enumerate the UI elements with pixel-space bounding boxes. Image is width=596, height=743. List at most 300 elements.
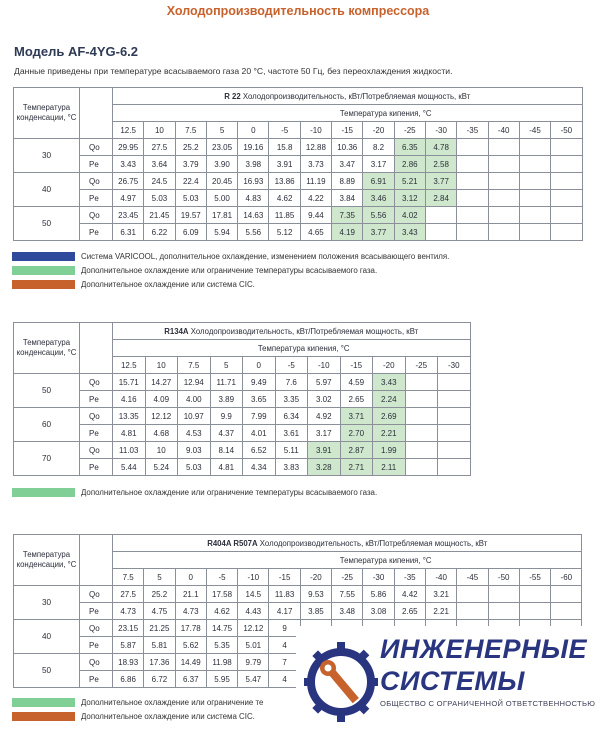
pe-value-cell: 6.09 xyxy=(175,224,206,241)
temperature-column-header: -15 xyxy=(269,569,300,586)
header-blank-cell xyxy=(80,535,113,586)
logo-line-2: СИСТЕМЫ xyxy=(380,666,525,696)
qo-value-cell: 11.98 xyxy=(206,654,237,671)
legend-swatch xyxy=(12,280,75,289)
qo-value-cell: 7.55 xyxy=(332,586,363,603)
qo-value-cell xyxy=(551,207,582,224)
pe-value-cell: 5.35 xyxy=(206,637,237,654)
temperature-column-header: -45 xyxy=(519,122,550,139)
qo-value-cell: 14.5 xyxy=(238,586,269,603)
temperature-column-header: 5 xyxy=(210,357,243,374)
qo-value-cell: 27.5 xyxy=(144,139,175,156)
refrigerant-header xyxy=(113,88,583,105)
qo-label: Qo xyxy=(80,586,113,603)
temperature-column-header: -35 xyxy=(457,122,488,139)
qo-value-cell: 27.5 xyxy=(113,586,144,603)
legend-swatch xyxy=(12,252,75,261)
qo-value-cell: 8.14 xyxy=(210,442,243,459)
legend-item xyxy=(12,486,377,498)
condensation-temp-cell: 50 xyxy=(14,654,80,688)
qo-value-cell: 10.36 xyxy=(332,139,363,156)
r22-performance-table xyxy=(13,87,583,241)
qo-value-cell xyxy=(438,442,471,459)
condensation-temp-cell: 30 xyxy=(14,586,80,620)
refrigerant-name: R404A R507A xyxy=(207,538,258,548)
pe-label: Pe xyxy=(80,224,113,241)
qo-value-cell: 11.19 xyxy=(300,173,331,190)
model-title: Модель AF-4YG-6.2 xyxy=(14,44,139,59)
pe-label: Pe xyxy=(80,190,113,207)
table-row xyxy=(14,603,582,620)
pe-value-cell: 5.03 xyxy=(144,190,175,207)
pe-value-cell: 4.43 xyxy=(238,603,269,620)
qo-value-cell: 3.91 xyxy=(308,442,341,459)
qo-value-cell: 25.2 xyxy=(144,586,175,603)
qo-value-cell xyxy=(551,586,582,603)
temperature-column-header: -30 xyxy=(425,122,456,139)
qo-value-cell: 17.58 xyxy=(206,586,237,603)
qo-value-cell xyxy=(425,207,456,224)
pe-value-cell: 3.61 xyxy=(275,425,308,442)
r404a-legend xyxy=(12,696,263,724)
qo-value-cell: 6.34 xyxy=(275,408,308,425)
pe-value-cell: 5.56 xyxy=(238,224,269,241)
pe-value-cell: 5.87 xyxy=(113,637,144,654)
refrigerant-desc: Холодопроизводительность, кВт/Потребляемая мощность, кВт xyxy=(257,538,488,548)
pe-label: Pe xyxy=(80,637,113,654)
pe-label: Pe xyxy=(80,671,113,688)
qo-value-cell: 9.53 xyxy=(300,586,331,603)
qo-value-cell xyxy=(457,173,488,190)
pe-value-cell: 5.44 xyxy=(113,459,146,476)
pe-value-cell: 4.62 xyxy=(206,603,237,620)
pe-value-cell xyxy=(405,459,438,476)
table-row xyxy=(14,139,583,156)
qo-value-cell: 14.63 xyxy=(238,207,269,224)
qo-label: Qo xyxy=(80,173,113,190)
qo-value-cell: 4.02 xyxy=(394,207,425,224)
pe-value-cell xyxy=(488,156,519,173)
temperature-column-header: 12.5 xyxy=(113,357,146,374)
temperature-column-header: -40 xyxy=(488,122,519,139)
temperature-column-header: 5 xyxy=(206,122,237,139)
qo-value-cell: 2.69 xyxy=(373,408,406,425)
pe-value-cell xyxy=(519,190,550,207)
qo-label: Qo xyxy=(80,207,113,224)
temperature-column-header: -45 xyxy=(457,569,488,586)
temperature-column-header: -55 xyxy=(519,569,550,586)
pe-value-cell: 4.34 xyxy=(243,459,276,476)
pe-value-cell: 3.08 xyxy=(363,603,394,620)
pe-value-cell: 3.84 xyxy=(332,190,363,207)
gear-wrench-icon xyxy=(304,632,378,732)
qo-value-cell: 18.93 xyxy=(113,654,144,671)
qo-label: Qo xyxy=(80,374,113,391)
qo-value-cell: 11.71 xyxy=(210,374,243,391)
pe-value-cell: 4.53 xyxy=(178,425,211,442)
legend-text: Дополнительное охлаждение или ограничение те xyxy=(81,697,264,707)
qo-value-cell: 7.35 xyxy=(332,207,363,224)
pe-value-cell: 6.22 xyxy=(144,224,175,241)
qo-value-cell: 21.25 xyxy=(144,620,175,637)
pe-value-cell: 4 xyxy=(269,637,300,654)
temperature-column-header: -15 xyxy=(332,122,363,139)
refrigerant-desc: Холодопроизводительность, кВт/Потребляемая мощность, кВт xyxy=(240,91,471,101)
qo-value-cell: 11.83 xyxy=(269,586,300,603)
pe-value-cell xyxy=(519,224,550,241)
qo-label: Qo xyxy=(80,139,113,156)
qo-value-cell: 2.87 xyxy=(340,442,373,459)
pe-value-cell: 3.43 xyxy=(394,224,425,241)
evaporation-temp-header: Температура кипения, °C xyxy=(113,552,582,569)
pe-value-cell: 5.94 xyxy=(206,224,237,241)
pe-value-cell: 5.03 xyxy=(175,190,206,207)
pe-value-cell: 5.47 xyxy=(238,671,269,688)
condensation-temp-cell: 60 xyxy=(14,408,80,442)
pe-value-cell: 5.01 xyxy=(238,637,269,654)
pe-value-cell: 4.16 xyxy=(113,391,146,408)
table-row xyxy=(14,224,583,241)
condensation-temp-cell: 50 xyxy=(14,207,80,241)
refrigerant-desc: Холодопроизводительность, кВт/Потребляемая мощность, кВт xyxy=(188,326,419,336)
legend-swatch xyxy=(12,266,75,275)
qo-value-cell: 22.4 xyxy=(175,173,206,190)
qo-value-cell: 15.71 xyxy=(113,374,146,391)
pe-value-cell xyxy=(519,603,550,620)
pe-value-cell: 4.17 xyxy=(269,603,300,620)
temperature-column-header: -20 xyxy=(363,122,394,139)
pe-value-cell xyxy=(488,190,519,207)
refrigerant-header xyxy=(113,323,471,340)
pe-value-cell: 2.71 xyxy=(340,459,373,476)
refrigerant-name: R 22 xyxy=(224,91,241,101)
qo-value-cell: 23.05 xyxy=(206,139,237,156)
table-row xyxy=(14,207,583,224)
company-logo xyxy=(296,626,596,743)
pe-value-cell: 3.64 xyxy=(144,156,175,173)
pe-value-cell xyxy=(425,224,456,241)
temperature-column-header: 5 xyxy=(144,569,175,586)
pe-value-cell: 4.73 xyxy=(175,603,206,620)
qo-value-cell: 5.11 xyxy=(275,442,308,459)
pe-value-cell: 4.73 xyxy=(113,603,144,620)
qo-value-cell: 8.2 xyxy=(363,139,394,156)
pe-value-cell: 2.58 xyxy=(425,156,456,173)
table-row xyxy=(14,408,471,425)
legend-text: Дополнительное охлаждение или ограничение температуры всасываемого газа. xyxy=(81,487,378,497)
legend-item xyxy=(12,696,263,708)
qo-value-cell xyxy=(405,374,438,391)
temperature-column-header: -20 xyxy=(373,357,406,374)
qo-value-cell: 9.03 xyxy=(178,442,211,459)
pe-value-cell: 4.22 xyxy=(300,190,331,207)
qo-value-cell: 4.59 xyxy=(340,374,373,391)
qo-value-cell: 10 xyxy=(145,442,178,459)
temperature-column-header: -5 xyxy=(275,357,308,374)
temperature-column-header: 12.5 xyxy=(113,122,144,139)
pe-value-cell xyxy=(551,224,582,241)
qo-value-cell: 7.99 xyxy=(243,408,276,425)
pe-value-cell: 3.17 xyxy=(363,156,394,173)
pe-value-cell: 4.81 xyxy=(113,425,146,442)
page-title: Холодопроизводительность компрессора xyxy=(166,4,430,18)
temperature-column-header: -15 xyxy=(340,357,373,374)
pe-value-cell: 3.73 xyxy=(300,156,331,173)
temperature-column-header: -35 xyxy=(394,569,425,586)
qo-value-cell: 5.56 xyxy=(363,207,394,224)
pe-value-cell xyxy=(438,459,471,476)
legend-item xyxy=(12,264,449,276)
qo-value-cell: 25.2 xyxy=(175,139,206,156)
pe-value-cell: 2.84 xyxy=(425,190,456,207)
temperature-column-header: 7.5 xyxy=(113,569,144,586)
legend-item xyxy=(12,278,449,290)
condensation-temp-cell: 30 xyxy=(14,139,80,173)
qo-value-cell: 17.78 xyxy=(175,620,206,637)
pe-value-cell: 3.89 xyxy=(210,391,243,408)
pe-value-cell: 3.02 xyxy=(308,391,341,408)
qo-value-cell: 3.21 xyxy=(425,586,456,603)
header-blank-cell xyxy=(80,323,113,374)
pe-value-cell: 3.65 xyxy=(243,391,276,408)
pe-value-cell xyxy=(405,391,438,408)
qo-value-cell: 4.42 xyxy=(394,586,425,603)
qo-value-cell: 14.75 xyxy=(206,620,237,637)
pe-value-cell: 4.19 xyxy=(332,224,363,241)
pe-value-cell: 2.21 xyxy=(373,425,406,442)
qo-value-cell: 12.12 xyxy=(238,620,269,637)
pe-value-cell: 2.21 xyxy=(425,603,456,620)
temperature-column-header: -20 xyxy=(300,569,331,586)
pe-value-cell xyxy=(488,224,519,241)
qo-value-cell: 12.88 xyxy=(300,139,331,156)
table-row xyxy=(14,391,471,408)
table-row xyxy=(14,459,471,476)
qo-value-cell xyxy=(519,139,550,156)
legend-text: Система VARICOOL, дополнительное охлаждение, изменением положения всасывающего вентиля. xyxy=(81,251,450,261)
pe-label: Pe xyxy=(80,603,113,620)
qo-value-cell xyxy=(438,408,471,425)
temperature-column-header: -40 xyxy=(425,569,456,586)
qo-value-cell: 10.97 xyxy=(178,408,211,425)
condensation-temp-cell: 40 xyxy=(14,173,80,207)
qo-value-cell: 3.77 xyxy=(425,173,456,190)
temperature-column-header: -25 xyxy=(405,357,438,374)
pe-value-cell: 3.35 xyxy=(275,391,308,408)
table-row xyxy=(14,425,471,442)
pe-value-cell: 5.12 xyxy=(269,224,300,241)
qo-value-cell: 7 xyxy=(269,654,300,671)
pe-value-cell xyxy=(488,603,519,620)
logo-line-1: ИНЖЕНЕРНЫЕ xyxy=(380,634,587,664)
qo-value-cell: 9.9 xyxy=(210,408,243,425)
pe-value-cell: 4.83 xyxy=(238,190,269,207)
legend-swatch xyxy=(12,712,75,721)
pe-value-cell: 5.03 xyxy=(178,459,211,476)
pe-value-cell: 6.72 xyxy=(144,671,175,688)
pe-value-cell: 3.43 xyxy=(113,156,144,173)
pe-value-cell xyxy=(457,156,488,173)
table-row xyxy=(14,190,583,207)
qo-value-cell xyxy=(519,173,550,190)
pe-value-cell: 4.62 xyxy=(269,190,300,207)
condensation-temp-header: Температура конденсации, °C xyxy=(14,323,80,374)
pe-value-cell: 2.11 xyxy=(373,459,406,476)
temperature-column-header: -60 xyxy=(551,569,582,586)
pe-value-cell: 3.28 xyxy=(308,459,341,476)
qo-value-cell xyxy=(488,139,519,156)
qo-value-cell: 12.94 xyxy=(178,374,211,391)
qo-value-cell: 6.52 xyxy=(243,442,276,459)
qo-value-cell: 1.99 xyxy=(373,442,406,459)
qo-value-cell: 15.8 xyxy=(269,139,300,156)
temperature-column-header: -50 xyxy=(488,569,519,586)
temperature-column-header: -25 xyxy=(332,569,363,586)
temperature-column-header: -10 xyxy=(308,357,341,374)
qo-value-cell: 5.86 xyxy=(363,586,394,603)
pe-value-cell: 5.81 xyxy=(144,637,175,654)
qo-value-cell: 14.27 xyxy=(145,374,178,391)
evaporation-temp-header: Температура кипения, °C xyxy=(113,340,471,357)
legend-item xyxy=(12,250,449,262)
pe-value-cell xyxy=(551,603,582,620)
evaporation-temp-header: Температура кипения, °C xyxy=(113,105,583,122)
pe-value-cell: 5.62 xyxy=(175,637,206,654)
qo-value-cell: 12.12 xyxy=(145,408,178,425)
qo-value-cell: 5.97 xyxy=(308,374,341,391)
refrigerant-header xyxy=(113,535,582,552)
temperature-column-header: 7.5 xyxy=(175,122,206,139)
temperature-column-header: 7.5 xyxy=(178,357,211,374)
qo-value-cell: 6.35 xyxy=(394,139,425,156)
pe-value-cell xyxy=(457,603,488,620)
pe-value-cell xyxy=(457,224,488,241)
temperature-column-header: 10 xyxy=(144,122,175,139)
pe-value-cell: 5.95 xyxy=(206,671,237,688)
temperature-column-header: 10 xyxy=(145,357,178,374)
pe-value-cell: 3.12 xyxy=(394,190,425,207)
qo-value-cell: 7.6 xyxy=(275,374,308,391)
qo-value-cell: 13.35 xyxy=(113,408,146,425)
pe-value-cell xyxy=(438,391,471,408)
pe-value-cell: 6.31 xyxy=(113,224,144,241)
pe-value-cell: 6.37 xyxy=(175,671,206,688)
r134a-performance-table xyxy=(13,322,471,476)
qo-value-cell xyxy=(438,374,471,391)
pe-value-cell: 4.81 xyxy=(210,459,243,476)
pe-label: Pe xyxy=(80,391,113,408)
pe-label: Pe xyxy=(80,425,113,442)
qo-value-cell: 9.44 xyxy=(300,207,331,224)
temperature-column-header: -30 xyxy=(363,569,394,586)
qo-label: Qo xyxy=(80,408,113,425)
qo-value-cell xyxy=(405,442,438,459)
table-row xyxy=(14,374,471,391)
qo-label: Qo xyxy=(80,620,113,637)
pe-value-cell: 2.70 xyxy=(340,425,373,442)
condensation-temp-cell: 40 xyxy=(14,620,80,654)
pe-value-cell: 4 xyxy=(269,671,300,688)
temperature-column-header: -30 xyxy=(438,357,471,374)
table-row xyxy=(14,173,583,190)
pe-value-cell: 2.65 xyxy=(394,603,425,620)
temperature-column-header: -25 xyxy=(394,122,425,139)
qo-value-cell: 26.75 xyxy=(113,173,144,190)
pe-value-cell: 3.85 xyxy=(300,603,331,620)
qo-value-cell: 5.21 xyxy=(394,173,425,190)
legend-text: Дополнительное охлаждение или ограничение температуры всасываемого газа. xyxy=(81,265,378,275)
qo-value-cell: 21.1 xyxy=(175,586,206,603)
pe-value-cell: 4.68 xyxy=(145,425,178,442)
pe-value-cell xyxy=(551,190,582,207)
condensation-temp-cell: 50 xyxy=(14,374,80,408)
pe-value-cell xyxy=(438,425,471,442)
conditions-note: Данные приведены при температуре всасываемого газа 20 °C, частоте 50 Гц, без переохлаждения жидкости. xyxy=(14,66,453,76)
qo-value-cell: 19.16 xyxy=(238,139,269,156)
pe-value-cell: 2.86 xyxy=(394,156,425,173)
qo-value-cell: 11.85 xyxy=(269,207,300,224)
pe-value-cell xyxy=(551,156,582,173)
legend-text: Дополнительное охлаждение или система CIC. xyxy=(81,711,255,721)
qo-value-cell: 9.49 xyxy=(243,374,276,391)
temperature-column-header: -10 xyxy=(238,569,269,586)
qo-value-cell: 24.5 xyxy=(144,173,175,190)
qo-value-cell: 4.78 xyxy=(425,139,456,156)
temperature-column-header: -10 xyxy=(300,122,331,139)
header-blank-cell xyxy=(80,88,113,139)
qo-value-cell: 17.36 xyxy=(144,654,175,671)
pe-value-cell: 3.17 xyxy=(308,425,341,442)
temperature-column-header: -5 xyxy=(269,122,300,139)
pe-value-cell xyxy=(457,190,488,207)
qo-value-cell: 23.15 xyxy=(113,620,144,637)
pe-value-cell: 3.91 xyxy=(269,156,300,173)
pe-label: Pe xyxy=(80,156,113,173)
pe-value-cell: 4.00 xyxy=(178,391,211,408)
pe-value-cell: 4.75 xyxy=(144,603,175,620)
qo-value-cell xyxy=(551,139,582,156)
qo-value-cell: 16.93 xyxy=(238,173,269,190)
condensation-temp-header: Температура конденсации, °C xyxy=(14,535,80,586)
qo-label: Qo xyxy=(80,654,113,671)
legend-item xyxy=(12,710,263,722)
qo-value-cell xyxy=(519,207,550,224)
qo-value-cell xyxy=(405,408,438,425)
pe-label: Pe xyxy=(80,459,113,476)
qo-value-cell: 11.03 xyxy=(113,442,146,459)
pe-value-cell: 6.86 xyxy=(113,671,144,688)
pe-value-cell: 3.77 xyxy=(363,224,394,241)
pe-value-cell: 2.24 xyxy=(373,391,406,408)
qo-value-cell: 3.43 xyxy=(373,374,406,391)
qo-value-cell: 3.71 xyxy=(340,408,373,425)
refrigerant-name: R134A xyxy=(164,326,189,336)
table-row xyxy=(14,586,582,603)
pe-value-cell: 3.90 xyxy=(206,156,237,173)
qo-value-cell: 17.81 xyxy=(206,207,237,224)
qo-value-cell: 9.79 xyxy=(238,654,269,671)
temperature-column-header: 0 xyxy=(175,569,206,586)
qo-label: Qo xyxy=(80,442,113,459)
pe-value-cell xyxy=(519,156,550,173)
temperature-column-header: -50 xyxy=(551,122,582,139)
qo-value-cell: 20.45 xyxy=(206,173,237,190)
pe-value-cell: 4.09 xyxy=(145,391,178,408)
pe-value-cell: 4.01 xyxy=(243,425,276,442)
condensation-temp-cell: 70 xyxy=(14,442,80,476)
qo-value-cell: 9 xyxy=(269,620,300,637)
pe-value-cell: 3.79 xyxy=(175,156,206,173)
